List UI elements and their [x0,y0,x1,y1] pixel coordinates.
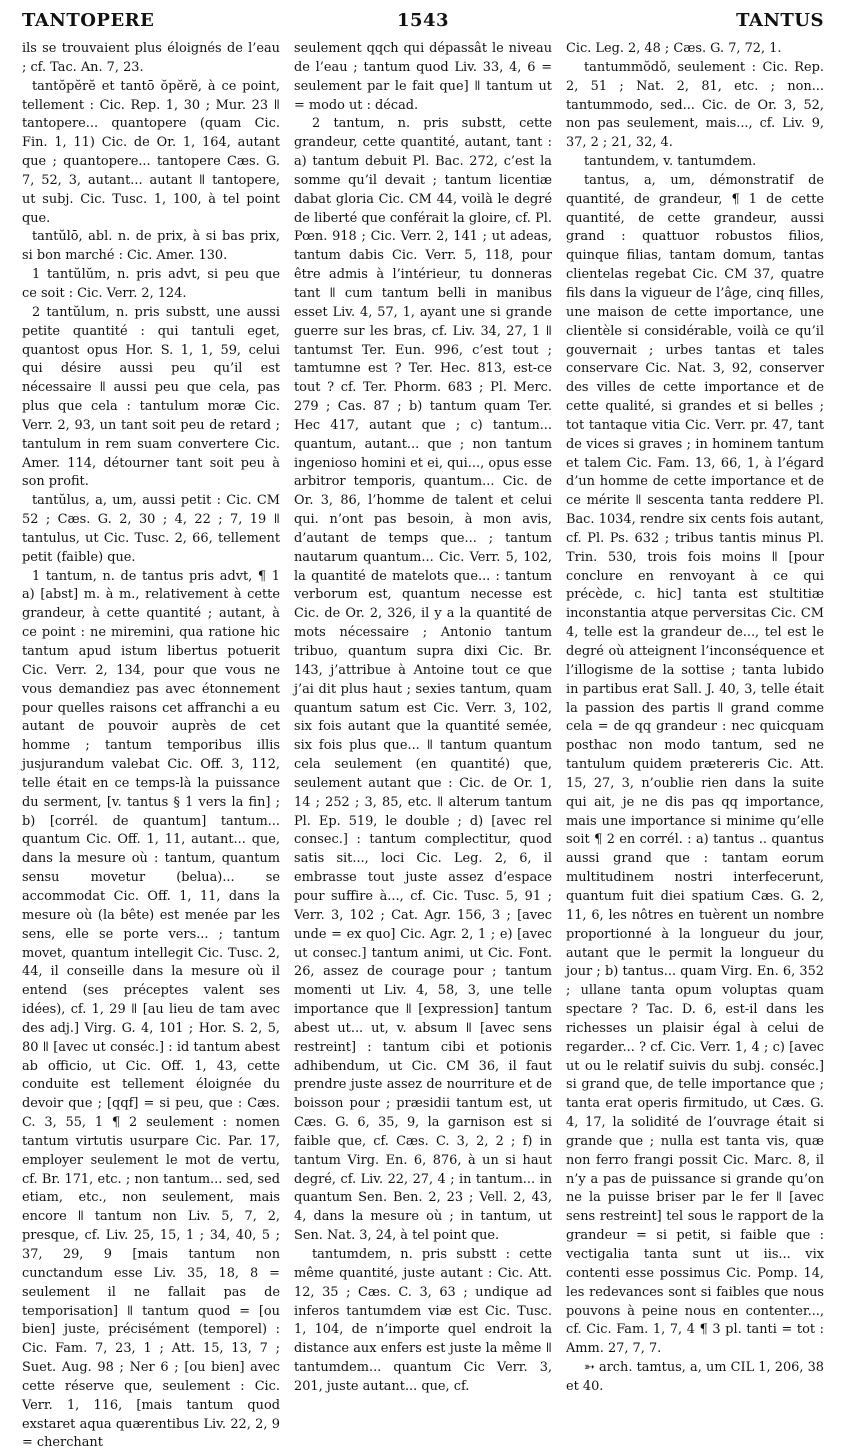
entry-tantum-1: 1 tantum, n. de tantus pris advt, ¶ 1 a) [abst] m. à m., relativement à cette grandeur, à cette quantité ; autant, à ce point : ne miremini, qua ratione hic tantum apud istum libertus potuerit Cic. Verr. 2, 134, pour que vous ne vous demandiez pas avec étonnement pour quelles raisons cet affranchi a eu autant de pouvoir auprès de cet homme ; tantum temporibus illis jusjurandum valebat Cic. Off. 3, 112, telle était en ce temps-là la puissance du serment, [v. tantus § 1 vers la fin] ; b) [corrél. de quantum] tantum... quantum Cic. Off. 1, 11, autant... que, dans la mesure où : tantum, quantum sensu movetur (belua)... se accommodat Cic. Off. 1, 11, dans la mesure où (la bête) est menée par les sens, elle se porte vers... ; tantum movet, quantum intellegit Cic. Tusc. 2, 44, il conseille dans la mesure où il entend (ses préceptes valent ses idées), cf. 1, 29 ǁ [au lieu de tam avec des adj.] Virg. G. 4, 101 ; Hor. S. 2, 5, 80 ǁ [avec ut conséc.] : id tantum abest ab officio, ut Cic. Off. 1, 43, cette conduite est tellement éloignée du devoir que ; [qqf] = si peu, que : Cæs. C. 3, 55, 1 ¶ 2 seulement : nomen tantum virtutis usurpare Cic. Par. 17, employer seulement le mot de vertu, cf. Br. 171, etc. ; non tantum... sed, sed etiam, etc., non seulement, mais encore ǁ tantum non Liv. 5, 7, 2, presque, cf. Liv. 25, 15, 1 ; 34, 40, 5 ; 37, 29, 9 [mais tantum non cunctandum esse Liv. 35, 18, 8 = seulement il ne fallait pas de temporisation] ǁ tantum quod = [ou bien] juste, précisément (temporel) : Cic. Fam. 7, 23, 1 ; Att. 15, 13, 7 ; Suet. Aug. 98 ; Ner 6 ; [ou bien] avec cette réserve que, seulement : Cic. Verr. 1, 116, [mais tantum quod exstaret aqua quærentibus Liv. 22, 2, 9 = cherchant [22,568,280,1451]
column-3 [566,40,824,1394]
header-right-guide-word: TANTUS [736,10,824,31]
entry-tantummodo: tantummŏdŏ, seulement : Cic. Rep. 2, 51 ; Nat. 2, 81, etc. ; non... tantummodo, sed... Cic. de Or. 3, 52, non pas seulement, mais..., cf. Liv. 9, 37, 2 ; 21, 32, 4. [566,59,824,151]
entry-tantumdem: tantumdem, n. pris substt : cette même quantité, juste autant : Cic. Att. 12, 35 ; Cæs. C. 3, 63 ; undique ad inferos tantumdem viæ est Cic. Tusc. 1, 104, de n’importe quel endroit la distance aux enfers est juste la même ǁ tantumdem... quantum Cic Verr. 3, 201, juste autant... que, cf. [294,1247,552,1394]
page-number: 1543 [396,10,450,31]
entry-tamtus-note: ➳ arch. tamtus, a, um CIL 1, 206, 38 et 40. [566,1360,824,1394]
entry-paragraph: Cic. Leg. 2, 48 ; Cæs. G. 7, 72, 1. [566,41,782,56]
page-header [22,6,824,36]
entry-tantulo: tantŭlō, abl. n. de prix, à si bas prix, si bon marché : Cic. Amer. 130. [22,229,280,264]
entry-tantundem: tantundem, v. tantumdem. [584,154,757,170]
entry-tantulus: tantŭlus, a, um, aussi petit : Cic. CM 52 ; Cæs. G. 2, 30 ; 4, 22 ; 7, 19 ǁ tantulus, ut Cic. Tusc. 2, 66, tellement petit (faible) que. [22,493,280,565]
entry-tantus: tantus, a, um, démonstratif de quantité, de grandeur, ¶ 1 de cette quantité, de cette grandeur, aussi grand : quattuor robustos filios, quinque filias, tantam domum, tantas clientelas regebat Cic. CM 37, quatre fils dans la vigueur de l’âge, cinq filles, une maison de cette importance, une clientèle si considérable, voilà ce qu’il gouvernait ; urbes tantas et tales conservare Cic. Nat. 3, 92, conserver des villes de cette importance et de cette qualité, si grandes et si belles ; tot tantaque vitia Cic. Verr. pr. 47, tant de vices si graves ; in hominem tantum et talem Cic. Fam. 13, 66, 1, à l’égard d’un homme de cette importance et de ce mérite ǁ sescenta tanta reddere Pl. Bac. 1034, rendre six cents fois autant, cf. Pl. Ps. 632 ; tribus tantis minus Pl. Trin. 530, trois fois moins ǁ [pour conclure en renvoyant à ce qui précède, c. hic] tanta est stultitiæ inconstantia atque perversitas Cic. CM 4, telle est la grandeur de..., tel est le degré où atteignent l’inconséquence et l’illogisme de la sottise ; tanta lubido in partibus erat Sall. J. 40, 3, telle était la passion des partis ǁ grand comme cela = de qq grandeur : nec quicquam posthac non modo tantum, sed ne tantulum quidem prætereris Cic. Att. 15, 27, 3, n’oublie rien dans la suite qui ait, je ne dis pas qq importance, mais une importance si minime qu’elle soit ¶ 2 en corrél. : a) tantus .. quantus aussi grand que : tantam eorum multitudinem nostri interfecerunt, quantum fuit diei spatium Cæs. G. 2, 11, 6, les nôtres en tuèrent un nombre proportionné à la longueur du jour, autant que le permit la longueur du jour ; b) tantus... quam Virg. En. 6, 352 ; ullane tanta opum voluptas quam spectare ? Tac. D. 6, est-il dans les richesses un plaisir égal à celui de regarder... ? cf. Cic. Verr. 1, 4 ; c) [avec ut ou le relatif suivis du subj. conséc.] si grand que, de telle importance que ; tanta erat operis firmitudo, ut Cæs. G. 4, 17, la solidité de l’ouvrage était si grande que ; nulla est tanta vis, quæ non ferro frangi possit Cic. Marc. 8, il n’y a pas de puissance si grande qu’on ne la puisse briser par le fer ǁ [avec sens restreint] tel sous le rapport de la grandeur = si petit, si faible que : vectigalia tanta sunt ut iis... vix contenti esse possimus Cic. Pomp. 14, les redevances sont si faibles que nous pouvons à peine nous en contenter..., cf. Cic. Fam. 1, 7, 4 ¶ 3 pl. tanti = tot : Amm. 27, 7, 7. [566,172,824,1357]
entry-tantopere: tantŏpĕrĕ et tantō ŏpĕrĕ, à ce point, tellement : Cic. Rep. 1, 30 ; Mur. 23 ǁ tantopere... quantopere (quam Cic. Fin. 1, 11) Cic. de Or. 1, 164, autant que ; quantopere... tantopere Cæs. G. 7, 52, 3, autant... autant ǁ tantopere, ut subj. Cic. Tusc. 1, 100, à tel point que. [22,78,280,226]
header-left-guide-word: TANTOPERE [22,10,155,31]
entry-tantulum-1: 1 tantŭlŭm, n. pris advt, si peu que ce soit : Cic. Verr. 2, 124. [22,267,280,301]
column-2 [294,40,552,1394]
entry-paragraph: seulement qqch qui dépassât le niveau de l’eau ; tantum quod Liv. 33, 4, 6 = seulement par le fait que] ǁ tantum ut = modo ut : décad. [294,41,552,113]
entry-paragraph: ils se trouvaient plus éloignés de l’eau ; cf. Tac. An. 7, 23. [22,41,280,75]
entry-tantum-2: 2 tantum, n. pris substt, cette grandeur, cette quantité, autant, tant : a) tantum debuit Pl. Bac. 272, c’est la somme qu’il devait ; tantum licentiæ dabat gloria Cic. CM 44, voilà le degré de liberté que conférait la gloire, cf. Pl. Pœn. 918 ; Cic. Verr. 2, 141 ; ut adeas, tantum dabis Cic. Verr. 5, 118, pour être admis à l’intérieur, tu donneras tant ǁ cum tantum belli in manibus esset Liv. 4, 57, 1, ayant une si grande guerre sur les bras, cf. Liv. 34, 27, 1 ǁ tantumst Ter. Eun. 996, c’est tout ; tamtumne est ? Ter. Hec. 813, est-ce tout ? cf. Ter. Phorm. 683 ; Pl. Merc. 279 ; Cas. 87 ; b) tantum quam Ter. Hec 417, autant que ; c) tantum... quantum, autant... que ; non tantum ingenioso homini et ei, qui..., opus esse arbitror temporis, quantum... Cic. de Or. 3, 86, l’homme de talent et celui qui. n’ont pas besoin, à mon avis, d’autant de temps que... ; tantum nautarum quantum... Cic. Verr. 5, 102, la quantité de matelots que... : tantum verborum est, quantum necesse est Cic. de Or. 2, 326, il y a la quantité de mots nécessaire ; Antonio tantum tribuo, quantum supra dixi Cic. Br. 143, j’attribue à Antoine tout ce que j’ai dit plus haut ; sexies tantum, quam quantum satum est Cic. Verr. 3, 102, six fois autant que la quantité semée, six fois plus que... ǁ tantum quantum cela seulement (en quantité) que, seulement autant que : Cic. de Or. 1, 14 ; 252 ; 3, 85, etc. ǁ alterum tantum Pl. Ep. 519, le double ; d) [avec rel consec.] : tantum complectitur, quod satis sit..., loci Cic. Leg. 2, 6, il embrasse tout juste assez d’espace pour suffire à..., cf. Cic. Tusc. 5, 91 ; Verr. 3, 102 ; Cat. Agr. 156, 3 ; [avec unde = ex quo] Cic. Agr. 2, 1 ; e) [avec ut consec.] tantum animi, ut Cic. Font. 26, assez de courage pour ; tantum momenti ut Liv. 4, 58, 3, une telle importance que ǁ [expression] tantum abest ut... ut, v. absum ǁ [avec sens restreint] : tantum cibi et potionis adhibendum, ut Cic. CM 36, il faut prendre juste assez de nourriture et de boisson pour ; præsidii tantum est, ut Cæs. G. 6, 35, 9, la garnison est si faible que, cf. Cæs. C. 3, 2, 2 ; f) in tantum Virg. En. 6, 876, à un si haut degré, cf. Liv. 22, 27, 4 ; in tantum... in quantum Sen. Ben. 2, 23 ; Vell. 2, 43, 4, dans la mesure où ; in tantum, ut Sen. Nat. 3, 24, à tel point que. [294,116,552,1244]
column-1 [22,40,280,1451]
text-columns [22,40,824,1451]
entry-tantulum-2: 2 tantŭlum, n. pris substt, une aussi petite quantité : qui tantuli eget, quantost opus Hor. S. 1, 1, 59, celui qui désire aussi peu qu’il est nécessaire ǁ aussi peu que cela, pas plus que cela : tantulum moræ Cic. Verr. 2, 93, un tant soit peu de retard ; tantulum in rem suam convertere Cic. Amer. 114, détourner tant soit peu à son profit. [22,304,280,490]
